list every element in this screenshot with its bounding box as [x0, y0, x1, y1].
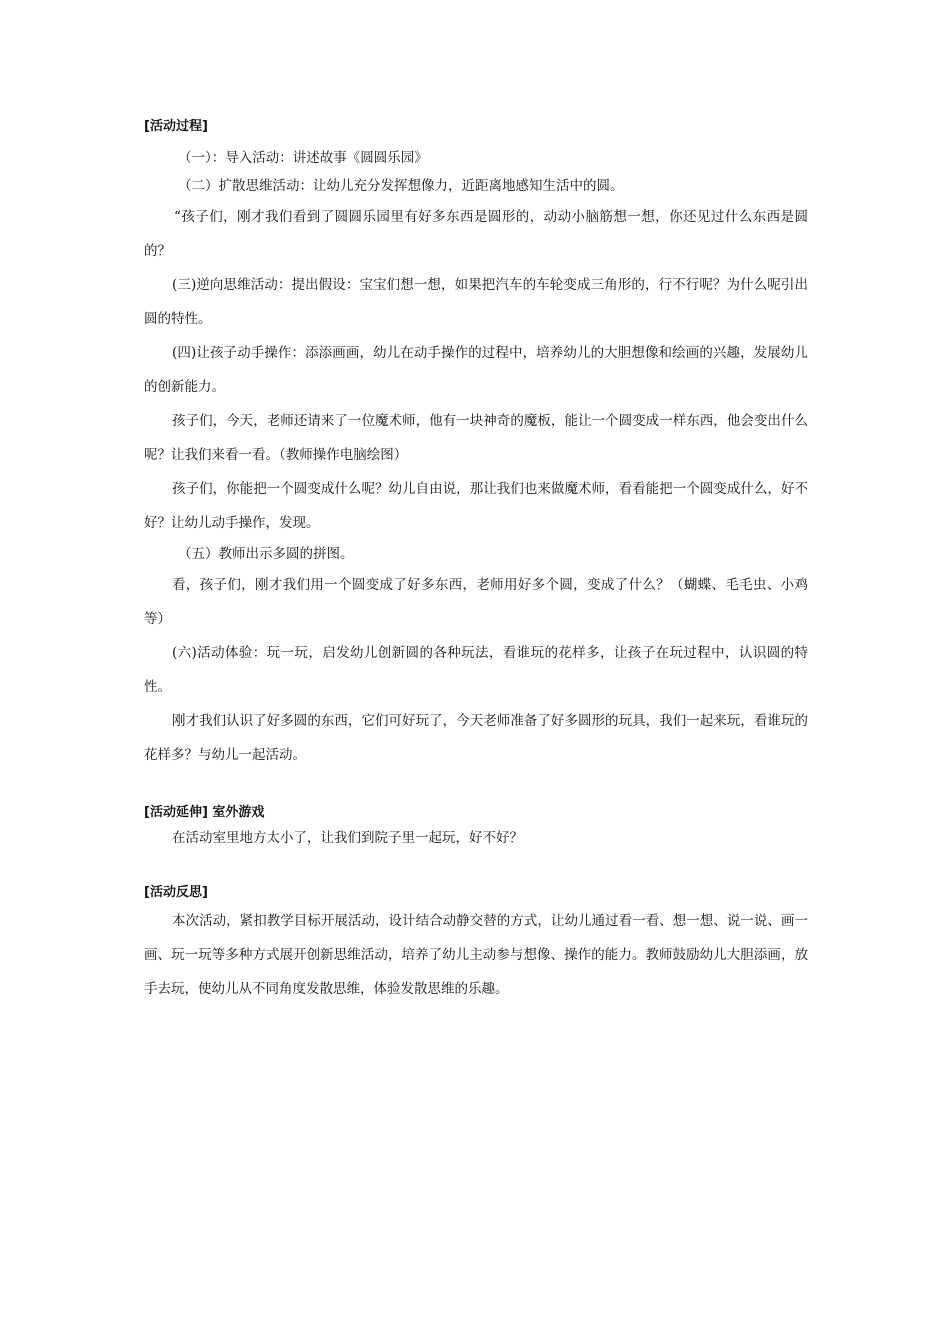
section-heading: [活动反思] [144, 885, 208, 900]
paragraph: 在活动室里地方太小了，让我们到院子里一起玩，好不好？ [172, 830, 523, 846]
paragraph: 本次活动，紧扣教学目标开展活动，设计结合动静交替的方式，让幼儿通过看一看、想一想、说一说、画一画、玩一玩等多种方式展开创新思维活动，培养了幼儿主动参与想像、操作的能力。教师鼓励幼儿大胆添画，放手去玩，使幼儿从不同角度发散思维，体验发散思维的乐趣。 [144, 913, 808, 997]
paragraph: (四)让孩子动手操作：添添画画，幼儿在动手操作的过程中，培养幼儿的大胆想像和绘画的兴趣，发展幼儿的创新能力。 [144, 345, 808, 395]
paragraph: （五）教师出示多圆的拼图。 [178, 546, 354, 562]
paragraph: （一）：导入活动：讲述故事《圆圆乐园》 [178, 150, 428, 166]
paragraph: (六)活动体验：玩一玩，启发幼儿创新圆的各种玩法，看谁玩的花样多，让孩子在玩过程中，认识圆的特性。 [144, 645, 808, 695]
section-heading: [活动过程] [144, 119, 208, 134]
paragraph: (三)逆向思维活动：提出假设：宝宝们想一想，如果把汽车的车轮变成三角形的，行不行呢？为什么呢引出圆的特性。 [144, 277, 808, 327]
paragraph: 孩子们，今天，老师还请来了一位魔术师，他有一块神奇的魔板，能让一个圆变成一样东西，他会变出什么呢？让我们来看一看。（教师操作电脑绘图） [144, 413, 808, 463]
section-activity-reflection [144, 884, 808, 1006]
paragraph: “孩子们，刚才我们看到了圆圆乐园里有好多东西是圆形的，动动小脑筋想一想，你还见过什么东西是圆的？ [144, 209, 808, 259]
paragraph: 刚才我们认识了好多圆的东西，它们可好玩了，今天老师准备了好多圆形的玩具，我们一起来玩，看谁玩的花样多？与幼儿一起活动。 [144, 713, 808, 763]
paragraph: （二）扩散思维活动：让幼儿充分发挥想像力，近距离地感知生活中的圆。 [178, 178, 624, 194]
section-activity-extension [144, 804, 808, 852]
document-page [144, 118, 808, 1006]
paragraph: 看，孩子们，刚才我们用一个圆变成了好多东西，老师用好多个圆，变成了什么？（蝴蝶、毛毛虫、小鸡等） [144, 577, 808, 627]
section-activity-process [144, 118, 808, 772]
section-heading: [活动延伸] 室外游戏 [144, 805, 265, 820]
paragraph: 孩子们，你能把一个圆变成什么呢？幼儿自由说，那让我们也来做魔术师，看看能把一个圆变成什么，好不好？让幼儿动手操作，发现。 [144, 481, 808, 531]
